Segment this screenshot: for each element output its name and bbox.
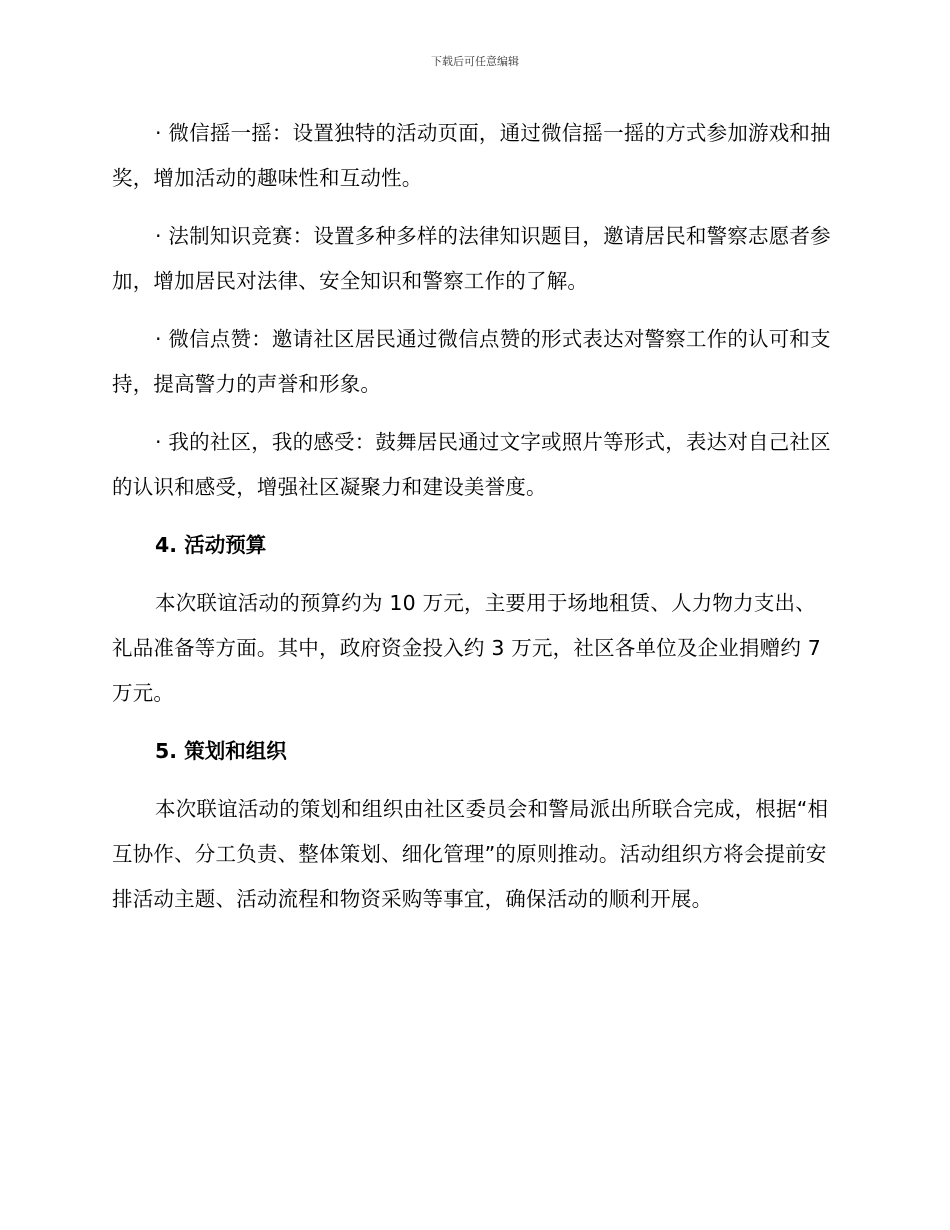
bullet-wechat-shake: · 微信摇一摇：设置独特的活动页面，通过微信摇一摇的方式参加游戏和抽奖，增加活动的趣味性和互动性。 [112, 121, 831, 190]
bullet-law-quiz: · 法制知识竞赛：设置多种多样的法律知识题目，邀请居民和警察志愿者参加，增加居民对法律、安全知识和警察工作的了解。 [112, 224, 831, 293]
page-header-note: 下载后可任意编辑 [431, 55, 519, 68]
section-heading-planning: 5. 策划和组织 [155, 739, 287, 763]
section-heading-budget: 4. 活动预算 [155, 533, 267, 557]
section-body-planning: 本次联谊活动的策划和组织由社区委员会和警局派出所联合完成，根据“相互协作、分工负责、整体策划、细化管理”的原则推动。活动组织方将会提前安排活动主题、活动流程和物资采购等事宜，确保活动的顺利开展。 [112, 797, 829, 911]
bullet-my-community: · 我的社区，我的感受：鼓舞居民通过文字或照片等形式，表达对自己社区的认识和感受，增强社区凝聚力和建设美誉度。 [112, 430, 831, 499]
bullet-wechat-like: · 微信点赞：邀请社区居民通过微信点赞的形式表达对警察工作的认可和支持，提高警力的声誉和形象。 [112, 327, 831, 396]
section-body-budget: 本次联谊活动的预算约为 10 万元，主要用于场地租赁、人力物力支出、礼品准备等方面。其中，政府资金投入约 3 万元，社区各单位及企业捐赠约 7 万元。 [112, 591, 822, 705]
document-body [112, 111, 834, 935]
